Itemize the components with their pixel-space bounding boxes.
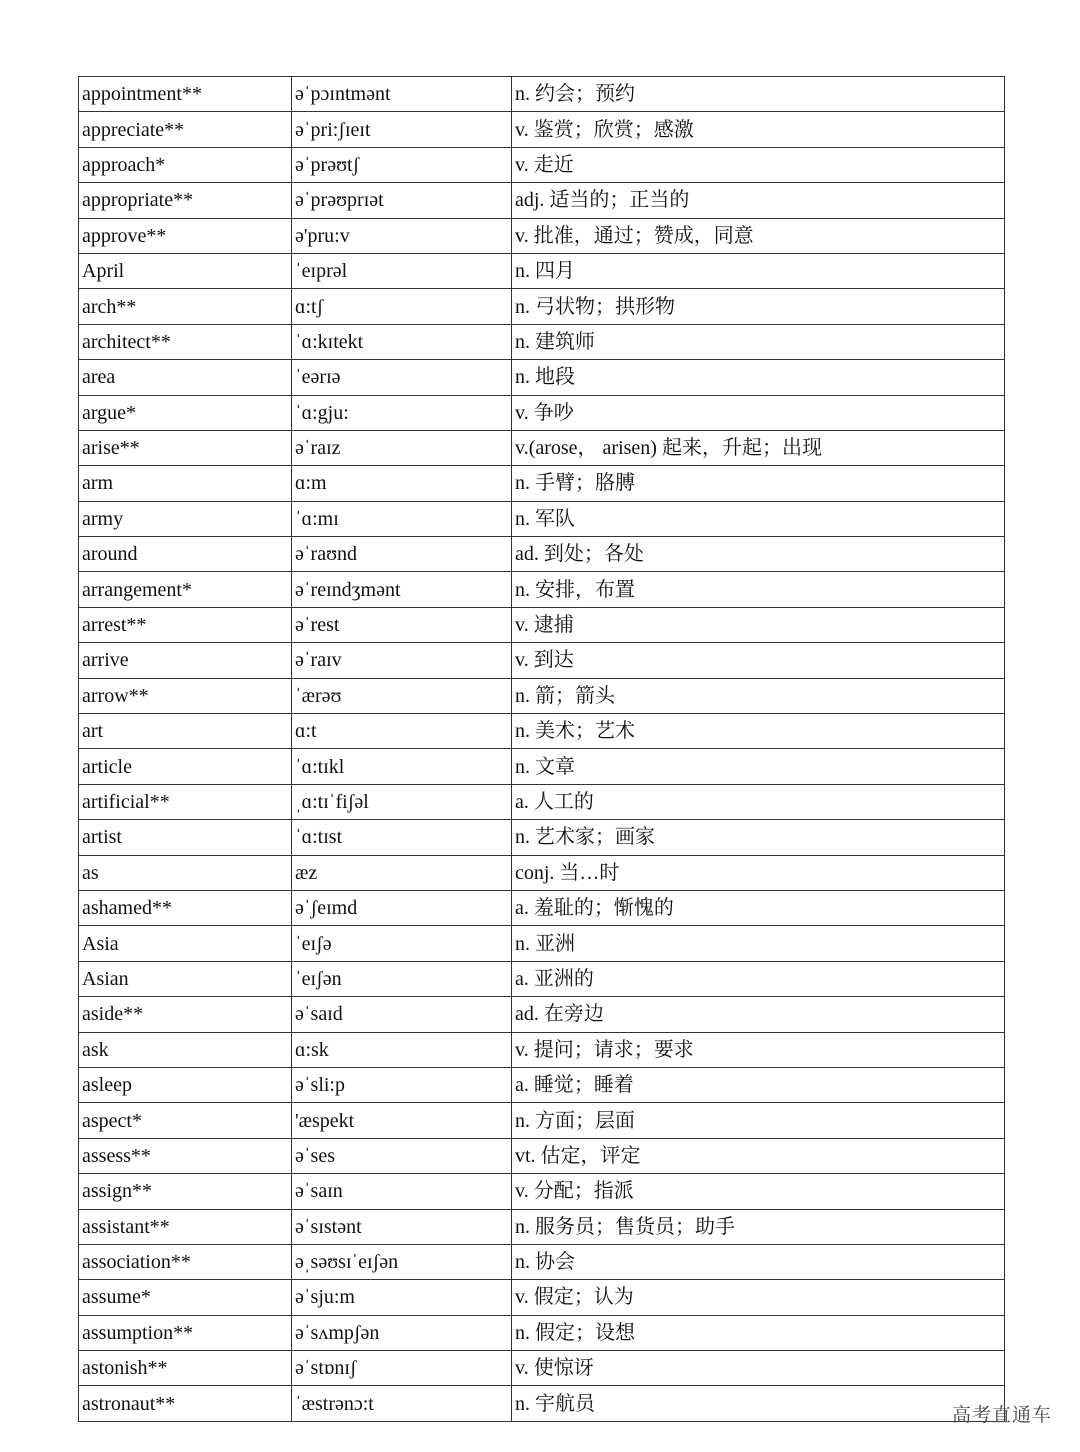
phonetic-cell: ɑ:sk [292, 1032, 512, 1067]
word-cell: art [79, 714, 292, 749]
table-row [79, 395, 1005, 430]
phonetic-cell: ˈæstrənɔ:t [292, 1386, 512, 1421]
phonetic-cell: əˌsəʊsɪˈeɪʃən [292, 1244, 512, 1279]
phonetic-cell: ˈærəʊ [292, 678, 512, 713]
table-row [79, 1386, 1005, 1421]
definition-cell: v. 鉴赏；欣赏；感激 [512, 112, 1005, 147]
phonetic-cell: əˈraɪz [292, 430, 512, 465]
phonetic-cell: ˈɑ:gju: [292, 395, 512, 430]
phonetic-cell: ˈɑ:tɪkl [292, 749, 512, 784]
word-cell: area [79, 360, 292, 395]
table-row [79, 1138, 1005, 1173]
definition-cell: n. 安排，布置 [512, 572, 1005, 607]
definition-cell: v. 逮捕 [512, 607, 1005, 642]
word-cell: approve** [79, 218, 292, 253]
phonetic-cell: æz [292, 855, 512, 890]
phonetic-cell: ˈeɪʃə [292, 926, 512, 961]
word-cell: Asia [79, 926, 292, 961]
table-row [79, 855, 1005, 890]
table-row [79, 678, 1005, 713]
definition-cell: n. 军队 [512, 501, 1005, 536]
table-row [79, 360, 1005, 395]
table-row [79, 1067, 1005, 1102]
table-row [79, 607, 1005, 642]
table-row [79, 643, 1005, 678]
phonetic-cell: ˌɑ:tɪˈfiʃəl [292, 784, 512, 819]
word-cell: arch** [79, 289, 292, 324]
phonetic-cell: əˈsju:m [292, 1280, 512, 1315]
definition-cell: n. 艺术家；画家 [512, 820, 1005, 855]
word-cell: appointment** [79, 77, 292, 112]
definition-cell: a. 亚洲的 [512, 961, 1005, 996]
word-cell: Asian [79, 961, 292, 996]
table-row [79, 218, 1005, 253]
word-cell: artificial** [79, 784, 292, 819]
table-row [79, 324, 1005, 359]
definition-cell: v. 走近 [512, 147, 1005, 182]
phonetic-cell: əˈsaɪn [292, 1174, 512, 1209]
word-cell: association** [79, 1244, 292, 1279]
word-cell: army [79, 501, 292, 536]
definition-cell: v. 提问；请求；要求 [512, 1032, 1005, 1067]
word-cell: appreciate** [79, 112, 292, 147]
definition-cell: n. 弓状物；拱形物 [512, 289, 1005, 324]
definition-cell: vt. 估定，评定 [512, 1138, 1005, 1173]
table-row [79, 253, 1005, 288]
definition-cell: v. 争吵 [512, 395, 1005, 430]
table-row [79, 1032, 1005, 1067]
word-cell: assumption** [79, 1315, 292, 1350]
word-cell: arrow** [79, 678, 292, 713]
word-cell: astronaut** [79, 1386, 292, 1421]
definition-cell: n. 建筑师 [512, 324, 1005, 359]
table-row [79, 430, 1005, 465]
phonetic-cell: ə'pru:v [292, 218, 512, 253]
phonetic-cell: ˈɑ:mɪ [292, 501, 512, 536]
word-cell: arm [79, 466, 292, 501]
word-cell: around [79, 537, 292, 572]
word-cell: article [79, 749, 292, 784]
phonetic-cell: əˈsli:p [292, 1067, 512, 1102]
word-cell: assess** [79, 1138, 292, 1173]
table-row [79, 714, 1005, 749]
table-row [79, 997, 1005, 1032]
table-row [79, 466, 1005, 501]
phonetic-cell: əˈsɪstənt [292, 1209, 512, 1244]
definition-cell: n. 箭；箭头 [512, 678, 1005, 713]
phonetic-cell: əˈraɪv [292, 643, 512, 678]
table-row [79, 77, 1005, 112]
table-row [79, 289, 1005, 324]
word-cell: arise** [79, 430, 292, 465]
table-row [79, 926, 1005, 961]
table-row [79, 749, 1005, 784]
phonetic-cell: ˈeɪʃən [292, 961, 512, 996]
phonetic-cell: ˈɑ:kɪtekt [292, 324, 512, 359]
phonetic-cell: ɑ:tʃ [292, 289, 512, 324]
definition-cell: a. 羞耻的；惭愧的 [512, 890, 1005, 925]
definition-cell: v. 使惊讶 [512, 1351, 1005, 1386]
table-row [79, 1103, 1005, 1138]
word-cell: arrest** [79, 607, 292, 642]
word-cell: astonish** [79, 1351, 292, 1386]
word-cell: aside** [79, 997, 292, 1032]
definition-cell: n. 服务员；售货员；助手 [512, 1209, 1005, 1244]
word-cell: argue* [79, 395, 292, 430]
phonetic-cell: 'æspekt [292, 1103, 512, 1138]
table-row [79, 183, 1005, 218]
definition-cell: n. 四月 [512, 253, 1005, 288]
phonetic-cell: əˈpɔɪntmənt [292, 77, 512, 112]
table-row [79, 1244, 1005, 1279]
phonetic-cell: ˈɑ:tɪst [292, 820, 512, 855]
table-row [79, 1209, 1005, 1244]
vocabulary-table [78, 76, 1005, 1422]
phonetic-cell: əˈses [292, 1138, 512, 1173]
word-cell: appropriate** [79, 183, 292, 218]
word-cell: arrive [79, 643, 292, 678]
word-cell: assign** [79, 1174, 292, 1209]
word-cell: ask [79, 1032, 292, 1067]
phonetic-cell: ɑ:m [292, 466, 512, 501]
word-cell: April [79, 253, 292, 288]
phonetic-cell: əˈraʊnd [292, 537, 512, 572]
definition-cell: n. 宇航员 [512, 1386, 1005, 1421]
table-row [79, 890, 1005, 925]
definition-cell: n. 协会 [512, 1244, 1005, 1279]
phonetic-cell: əˈstɒnɪʃ [292, 1351, 512, 1386]
definition-cell: n. 文章 [512, 749, 1005, 784]
phonetic-cell: əˈreɪndʒmənt [292, 572, 512, 607]
table-row [79, 961, 1005, 996]
phonetic-cell: əˈprəʊtʃ [292, 147, 512, 182]
watermark: 高考直通车 [951, 1404, 1052, 1426]
word-cell: architect** [79, 324, 292, 359]
definition-cell: v. 分配；指派 [512, 1174, 1005, 1209]
phonetic-cell: ˈeɪprəl [292, 253, 512, 288]
word-cell: ashamed** [79, 890, 292, 925]
definition-cell: n. 手臂；胳膊 [512, 466, 1005, 501]
word-cell: aspect* [79, 1103, 292, 1138]
definition-cell: ad. 在旁边 [512, 997, 1005, 1032]
word-cell: artist [79, 820, 292, 855]
word-cell: approach* [79, 147, 292, 182]
definition-cell: conj. 当…时 [512, 855, 1005, 890]
definition-cell: v. 到达 [512, 643, 1005, 678]
definition-cell: a. 人工的 [512, 784, 1005, 819]
phonetic-cell: əˈsaɪd [292, 997, 512, 1032]
phonetic-cell: əˈrest [292, 607, 512, 642]
definition-cell: n. 美术；艺术 [512, 714, 1005, 749]
table-row [79, 1174, 1005, 1209]
phonetic-cell: əˈprəʊprɪət [292, 183, 512, 218]
table-row [79, 537, 1005, 572]
phonetic-cell: əˈpri:ʃɪeɪt [292, 112, 512, 147]
word-cell: assume* [79, 1280, 292, 1315]
table-row [79, 820, 1005, 855]
word-cell: arrangement* [79, 572, 292, 607]
table-row [79, 112, 1005, 147]
table-row [79, 572, 1005, 607]
definition-cell: v. 假定；认为 [512, 1280, 1005, 1315]
word-cell: asleep [79, 1067, 292, 1102]
phonetic-cell: əˈsʌmpʃən [292, 1315, 512, 1350]
definition-cell: v. 批准，通过；赞成，同意 [512, 218, 1005, 253]
table-row [79, 1280, 1005, 1315]
table-row [79, 501, 1005, 536]
definition-cell: v.(arose， arisen) 起来，升起；出现 [512, 430, 1005, 465]
definition-cell: adj. 适当的；正当的 [512, 183, 1005, 218]
word-cell: assistant** [79, 1209, 292, 1244]
table-row [79, 147, 1005, 182]
phonetic-cell: əˈʃeɪmd [292, 890, 512, 925]
phonetic-cell: ˈeərɪə [292, 360, 512, 395]
definition-cell: ad. 到处；各处 [512, 537, 1005, 572]
definition-cell: a. 睡觉；睡着 [512, 1067, 1005, 1102]
definition-cell: n. 地段 [512, 360, 1005, 395]
table-row [79, 784, 1005, 819]
table-row [79, 1351, 1005, 1386]
definition-cell: n. 约会；预约 [512, 77, 1005, 112]
definition-cell: n. 亚洲 [512, 926, 1005, 961]
definition-cell: n. 方面；层面 [512, 1103, 1005, 1138]
definition-cell: n. 假定；设想 [512, 1315, 1005, 1350]
table-row [79, 1315, 1005, 1350]
word-cell: as [79, 855, 292, 890]
phonetic-cell: ɑ:t [292, 714, 512, 749]
